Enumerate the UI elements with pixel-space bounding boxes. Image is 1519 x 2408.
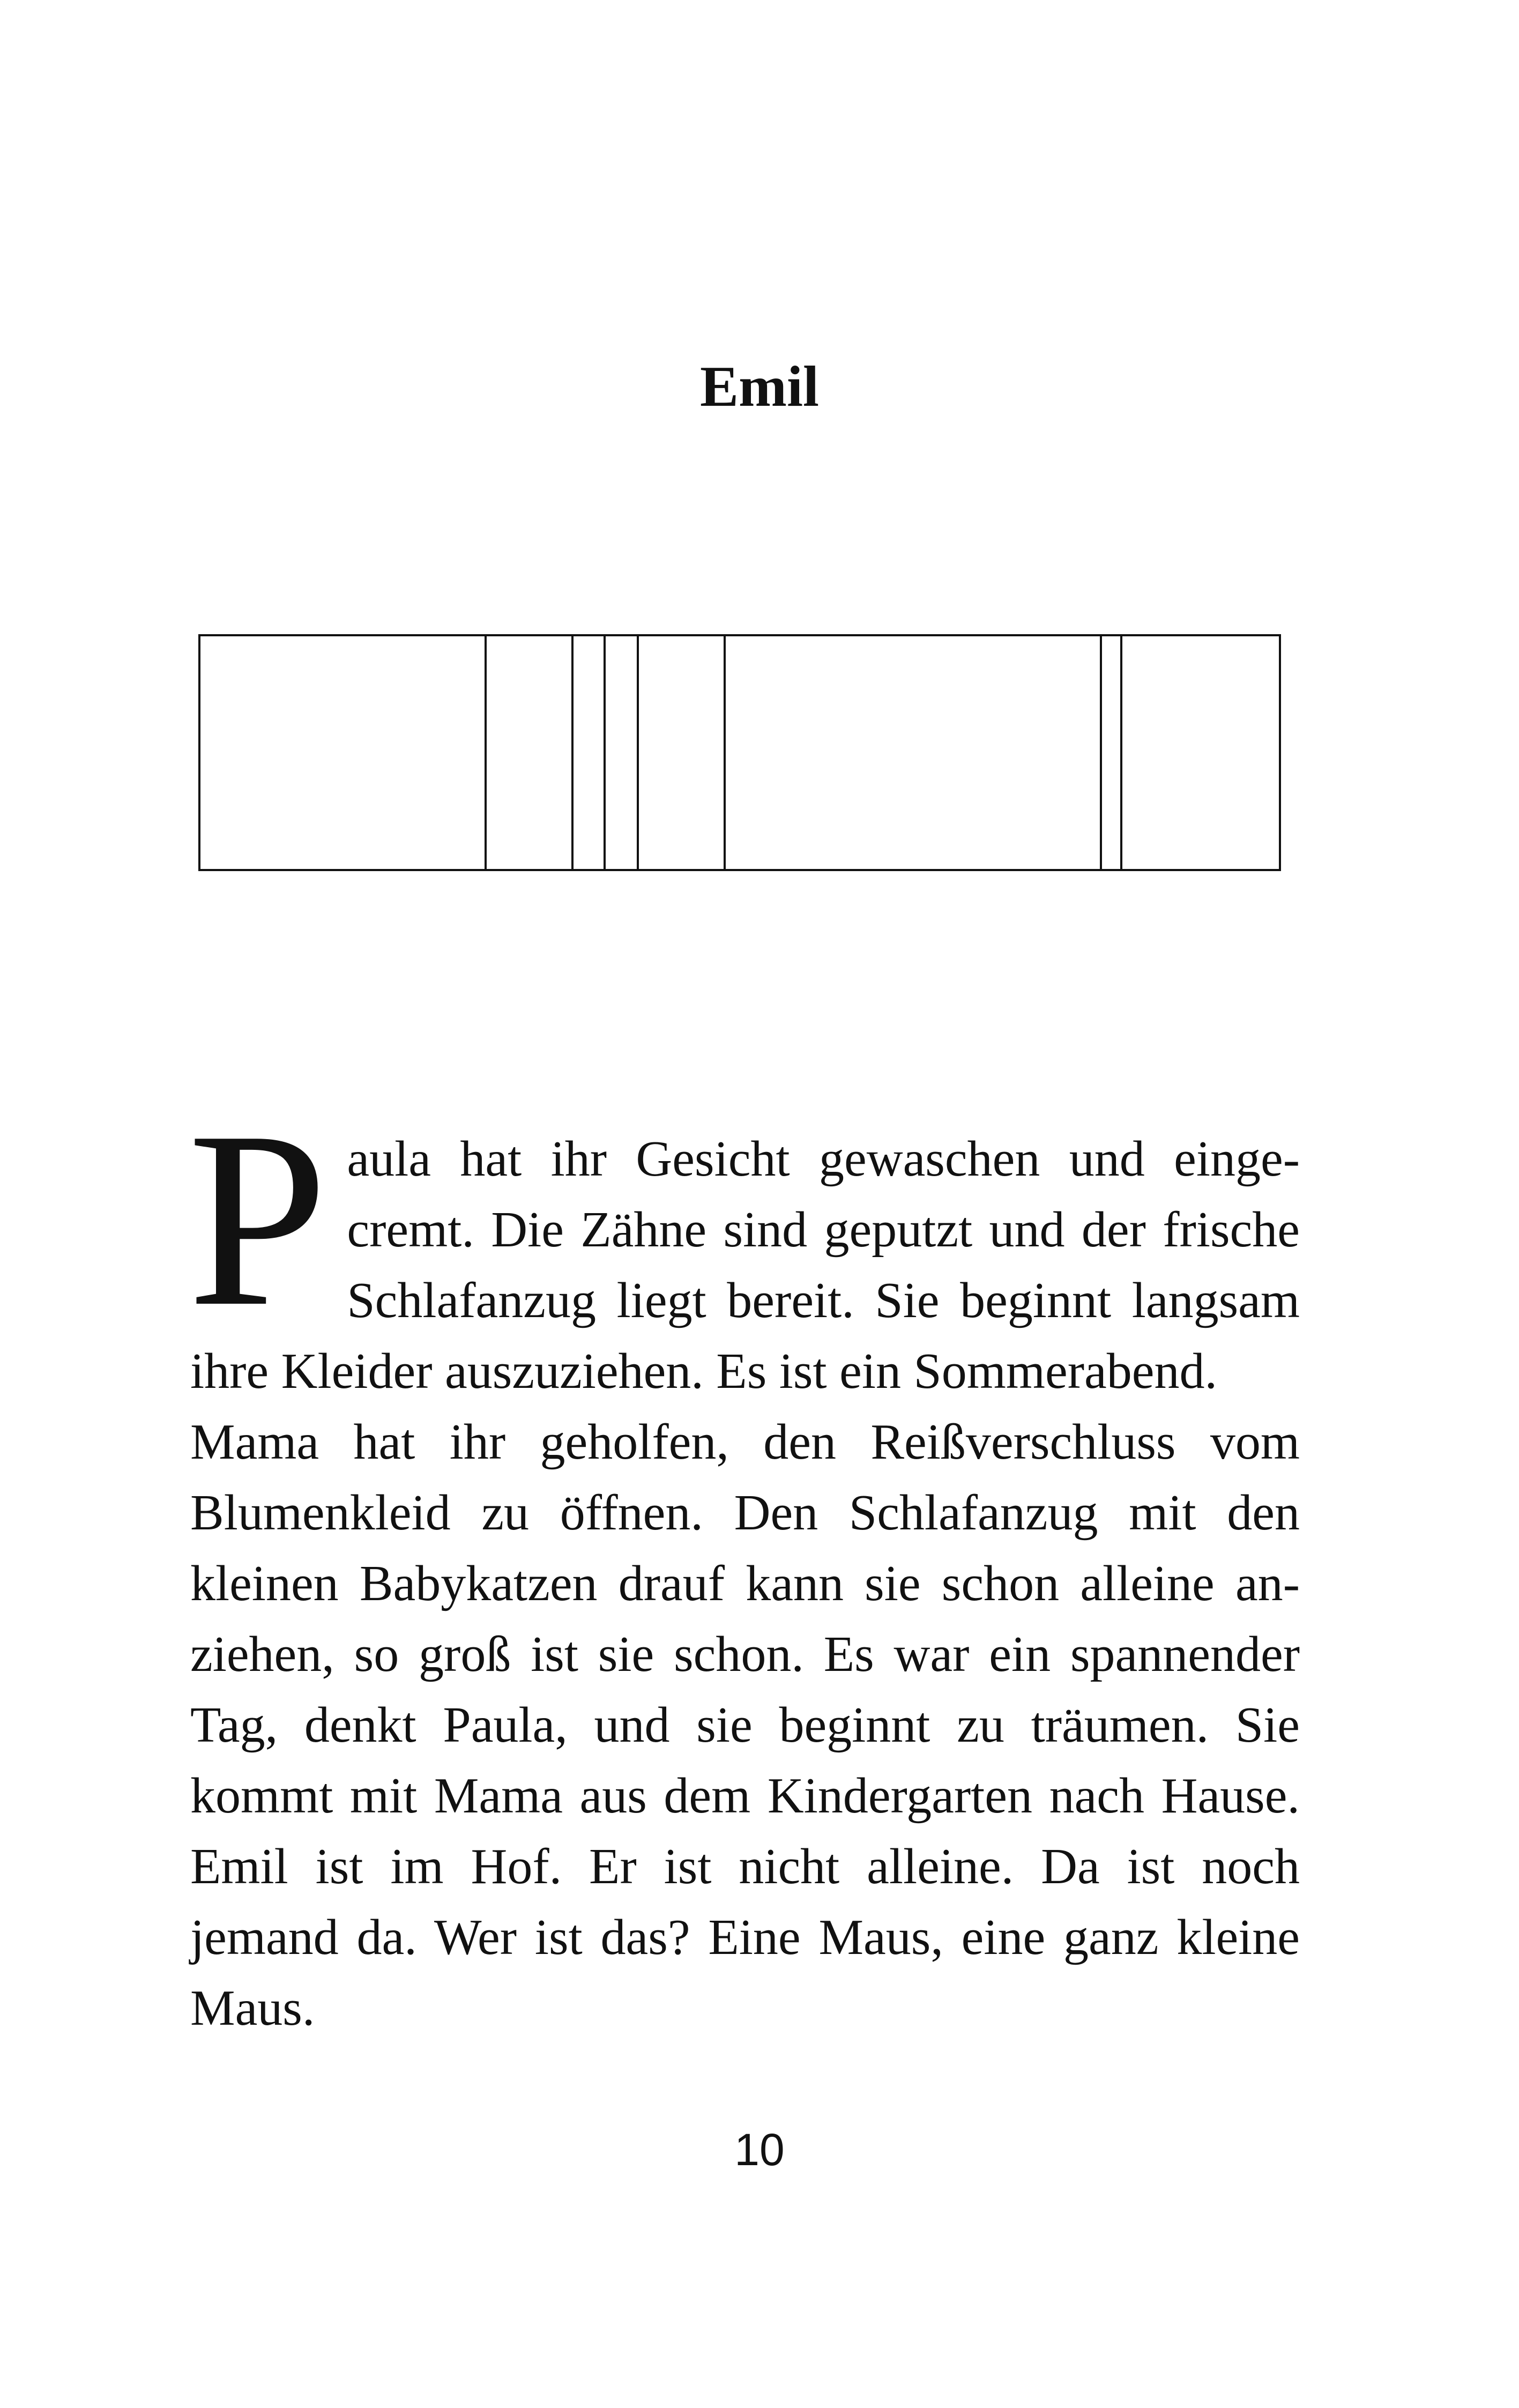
frame-divider bbox=[637, 636, 639, 869]
page-number: 10 bbox=[734, 2124, 785, 2175]
frame-divider bbox=[724, 636, 726, 869]
paragraph-text: aula hat ihr Gesicht gewaschen und eingecremt. Die Zähne sind geputzt und der frische Schlafanzug liegt bereit. Sie beginnt langsam ihre Kleider auszuziehen. Es ist ein Sommerabend. bbox=[190, 1131, 1300, 1399]
frame-divider bbox=[485, 636, 487, 869]
decorative-frame bbox=[198, 634, 1281, 871]
drop-cap-initial: P bbox=[188, 1079, 328, 1358]
story-paragraph: Mama hat ihr geholfen, den Reißverschluss vom Blumenkleid zu öffnen. Den Schlafanzug mit den kleinen Babykatzen drauf kann sie schon alleine anziehen, so groß ist sie schon. Es war ein spannender Tag, denkt Paula, und sie beginnt zu träumen. Sie kommt mit Mama aus dem Kindergarten nach Hause. Emil ist im Hof. Er ist nicht alleine. Da ist noch jemand da. Wer ist das? Eine Maus, eine ganz kleine Maus. bbox=[190, 1414, 1300, 2036]
frame-divider bbox=[1120, 636, 1122, 869]
frame-divider bbox=[1100, 636, 1102, 869]
story-paragraph bbox=[188, 1079, 1300, 1407]
frame-divider bbox=[571, 636, 574, 869]
page-title: Emil bbox=[699, 355, 819, 419]
frame-divider bbox=[604, 636, 606, 869]
story-text bbox=[188, 1079, 1300, 2043]
